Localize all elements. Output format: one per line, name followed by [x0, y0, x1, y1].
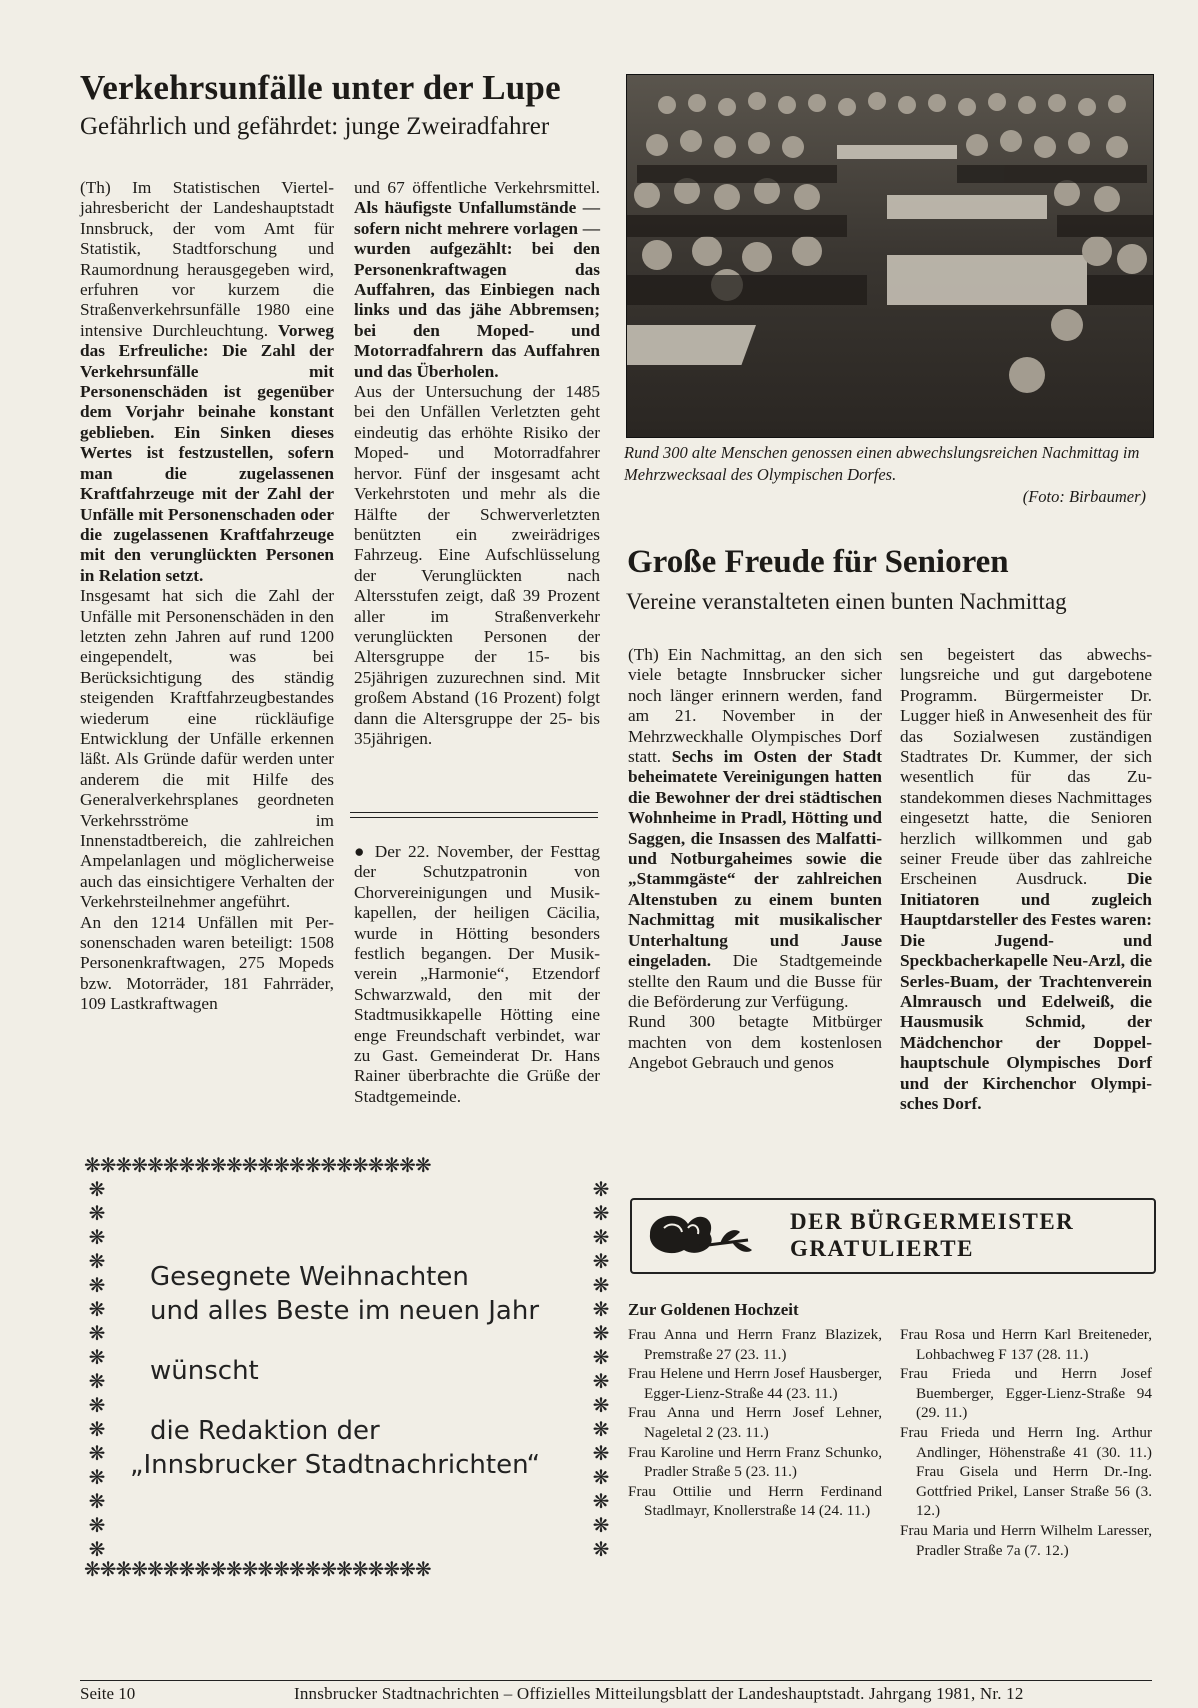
article2-col2-bold: Die Initiatoren und zugleich Hauptdarsteller des Festes waren: Die Jugend- und Speckbacherkapelle Neu-Arzl, die Serles-Buam, der Trachtenverein Almrausch und Edelweiß, die Hausmusik Schmid, der Mädchenchor der Doppelhauptschule Olympisches Dorf und der Kirchenchor Olympisches Dorf. [900, 869, 1152, 1113]
golden-wedding-list-right [900, 1325, 1152, 1560]
article1-col1-intro: (Th) Im Statistischen Vierteljahresbericht der Landeshauptstadt Innsbruck, der vom Amt für Statistik, Stadtforschung und Raumordnung herausgegeben wird, erfuhren vor kurzem die Straßenverkehrsunfälle 1980 eine intensive Durchleuchtung. [80, 178, 334, 340]
page-number: Seite 10 [80, 1684, 136, 1703]
divider-bottom [350, 817, 598, 818]
bullet-icon: ● [354, 842, 368, 861]
greeting-line-1: Gesegnete Weihnachten [150, 1262, 469, 1292]
list-item: Frau Frieda und Herrn Josef Buemberger, Egger-Lienz-Straße 94 (29. 11.) [900, 1365, 1152, 1422]
article1-headline: Verkehrsunfälle unter der Lupe [80, 68, 561, 107]
ornament-border-top: ❋❋❋❋❋❋❋❋❋❋❋❋❋❋❋❋❋❋❋❋❋❋ [84, 1155, 431, 1177]
list-item: Frau Anna und Herrn Franz Blazizek, Premstraße 27 (23. 11.) [628, 1326, 882, 1363]
article2-col1-intro: (Th) Ein Nachmittag, an den sich viele betagte Innsbrucker sicher noch länger erinnern werden, fand am 21. November in der Mehrzweckhalle Olympisches Dorf statt. [628, 645, 882, 767]
article1-col2-bold: Als häufigste Unfallumstände — sofern nicht mehrere vorlagen — wurden aufgezählt: bei den Personenkraftwagen das Auffahren, das Einbiegen nach links und das jähe Abbremsen; bei den Moped- und Motorradfahrern das Auffahren und das Überholen. [354, 198, 600, 381]
photo-illustration [627, 75, 1153, 437]
senior-event-photo [626, 74, 1154, 438]
article1-col1-p3: An den 1214 Unfällen mit Personenschaden waren beteiligt: 1508 Personenkraftwagen, 275 Mopeds bzw. Motorräder, 181 Fahrräder, 109 Lastkraftwagen [80, 912, 334, 1014]
article1-subheadline: Gefährlich und gefährdet: junge Zweiradfahrer [80, 113, 550, 140]
article2-headline: Große Freude für Senioren [627, 544, 1009, 580]
article2-col1-p2: Rund 300 betagte Mitbürger machten von dem kostenlosen Angebot Gebrauch und genos [628, 1012, 882, 1073]
golden-wedding-list-left [628, 1325, 882, 1521]
article2-col1-bold: Sechs im Osten der Stadt beheimatete Vereinigungen hatten die Bewohner der drei städtischen Wohnheime in Pradl, Hötting und Saggen, die Insassen des Malfatti- und Notburgaheimes sowie die „Stammgäste“ der zahlreichen Altenstuben zu einem bunten Nachmittag mit musikalischer Unterhaltung und Jause eingeladen. [628, 747, 882, 971]
notice-text: Der 22. November, der Festtag der Schutzpatronin von Chorvereinigungen und Musikkapellen, der heiligen Cäcilia, wurde in Hötting besonders festlich begangen. Der Musikverein „Harmonie“, Etzendorf Schwarzwald, den mit der Stadtmusikkapelle Hötting eine enge Freundschaft verbindet, war zu Gast. Gemeinderat Dr. Hans Rainer überbrachte die Grüße der Stadtgemeinde. [354, 842, 600, 1106]
greeting-line-5: „Innsbrucker Stadtnachrichten“ [130, 1450, 541, 1480]
greeting-line-4: die Redaktion der [150, 1416, 380, 1446]
footer-rule [80, 1680, 1152, 1681]
mayor-box-title [790, 1208, 1074, 1262]
article2-col1-rest: Die Stadtgemeinde stellte den Raum und die Busse für die Beförderung zur Verfügung. [628, 951, 882, 1011]
article1-col2-intro: und 67 öffentliche Verkehrsmittel. [354, 178, 600, 197]
list-item: Frau Frieda und Herrn Ing. Arthur Andlinger, Höhenstraße 41 (30. 11.) Frau Gisela und Herrn Dr.-Ing. Gottfried Prikel, Lanser Straße 56 (3. 12.) [900, 1423, 1152, 1520]
ornament-border-right: ❋ ❋ ❋ ❋ ❋ ❋ ❋ ❋ ❋ ❋ ❋ ❋ ❋ ❋ ❋ ❋ [592, 1179, 610, 1558]
ornament-border-left: ❋ ❋ ❋ ❋ ❋ ❋ ❋ ❋ ❋ ❋ ❋ ❋ ❋ ❋ ❋ ❋ [88, 1179, 106, 1558]
article2-column1 [628, 645, 882, 1074]
divider-top [350, 812, 598, 813]
notice-block [354, 842, 600, 1107]
mayor-title-line-2: GRATULIERTE [790, 1236, 974, 1261]
list-item: Frau Ottilie und Herrn Ferdinand Stadlmayr, Knollerstraße 14 (24. 11.) [628, 1482, 882, 1520]
article1-col1-p2: Insgesamt hat sich die Zahl der Unfälle mit Personenschäden in den letzten zehn Jahren auf rund 1200 eingependelt, was bei Berücksichtigung des ständig steigenden Kraftfahrzeugbestandes wiederum eine rückläufige Entwicklung der Unfälle erkennen läßt. Als Gründe dafür werden unter anderem die mit Hilfe des Generalverkehrsplanes geordneten Verkehrsströme im Innenstadtbereich, die zahlreichen Ampelanlagen und möglicherweise auch das einsichtigere Verhalten der Verkehrsteilnehmer angeführt. [80, 586, 334, 912]
photo-caption-text: Rund 300 alte Menschen genossen einen abwechslungsreichen Nachmittag im Mehrzwecksaal des Olympischen Dorfes. [624, 443, 1140, 484]
list-item: Frau Rosa und Herrn Karl Breiteneder, Lohbachweg F 137 (28. 11.) [900, 1326, 1152, 1363]
list-item: Frau Helene und Herrn Josef Hausberger, Egger-Lienz-Straße 44 (23. 11.) [628, 1365, 882, 1402]
article2-column2 [900, 645, 1152, 1114]
article1-column2 [354, 178, 600, 749]
photo-caption [624, 442, 1152, 508]
article2-col2-intro: sen begeistert das abwechslungsreiche und gut dargebotene Programm. Bürgermeister Dr. Lugger hieß in Anwesenheit des für das Sozialwesen zuständigen Stadtrates Dr. Kummer, der sich wesentlich für das Zustandekommen dieses Nachmittages eingesetzt hatte, die Senioren herzlich willkommen und gab seiner Freude über das zahlreiche Erscheinen Ausdruck. [900, 645, 1152, 889]
article1-col2-p2: Aus der Untersuchung der 1485 bei den Unfällen Verletzten geht eindeutig das erhöhte Risiko der Moped- und Motorradfahrer hervor. Fünf der insgesamt acht Verkehrstoten und mehr als die Hälfte der Schwerverletzten benützten ein zweirädriges Fahrzeug. Eine Aufschlüsselung der Verunglückten nach Altersstufen zeigt, daß 39 Prozent aller im Straßenverkehr verunglückten Personen der Altersgruppe der 15- bis 25jährigen zuzurechnen sind. Mit großem Abstand (16 Prozent) folgt dann die Altersgruppe der 25- bis 35jährigen. [354, 382, 600, 748]
golden-wedding-heading: Zur Goldenen Hochzeit [628, 1300, 799, 1319]
publication-line: Innsbrucker Stadtnachrichten – Offizielles Mitteilungsblatt der Landeshauptstadt. Jahrgang 1981, Nr. 12 [294, 1684, 1024, 1703]
ornament-border-bottom: ❋❋❋❋❋❋❋❋❋❋❋❋❋❋❋❋❋❋❋❋❋❋ [84, 1559, 431, 1581]
photo-credit: (Foto: Birbaumer) [1022, 487, 1146, 506]
rose-icon [640, 1204, 760, 1266]
article1-col1-bold: Vorweg das Erfreuliche: Die Zahl der Verkehrsunfälle mit Personenschäden ist gegenüber dem Vorjahr beinahe konstant geblieben. Ein Sinken dieses Wertes ist festzustellen, sofern man die zugelassenen Kraftfahrzeuge mit der Zahl der Unfälle mit Personenschaden oder die zugelassenen Kraftfahrzeuge mit den verunglückten Personen in Relation setzt. [80, 320, 334, 585]
list-item: Frau Anna und Herrn Josef Lehner, Nageletal 2 (23. 11.) [628, 1404, 882, 1441]
list-item: Frau Karoline und Herrn Franz Schunko, Pradler Straße 5 (23. 11.) [628, 1443, 882, 1481]
list-item: Frau Maria und Herrn Wilhelm Laresser, Pradler Straße 7a (7. 12.) [900, 1521, 1152, 1559]
mayor-title-line-1: DER BÜRGERMEISTER [790, 1209, 1075, 1234]
article1-column1 [80, 178, 334, 1015]
greeting-line-3: wünscht [150, 1356, 259, 1386]
article2-subheadline: Vereine veranstalteten einen bunten Nachmittag [626, 589, 1067, 614]
greeting-line-2: und alles Beste im neuen Jahr [150, 1296, 540, 1326]
